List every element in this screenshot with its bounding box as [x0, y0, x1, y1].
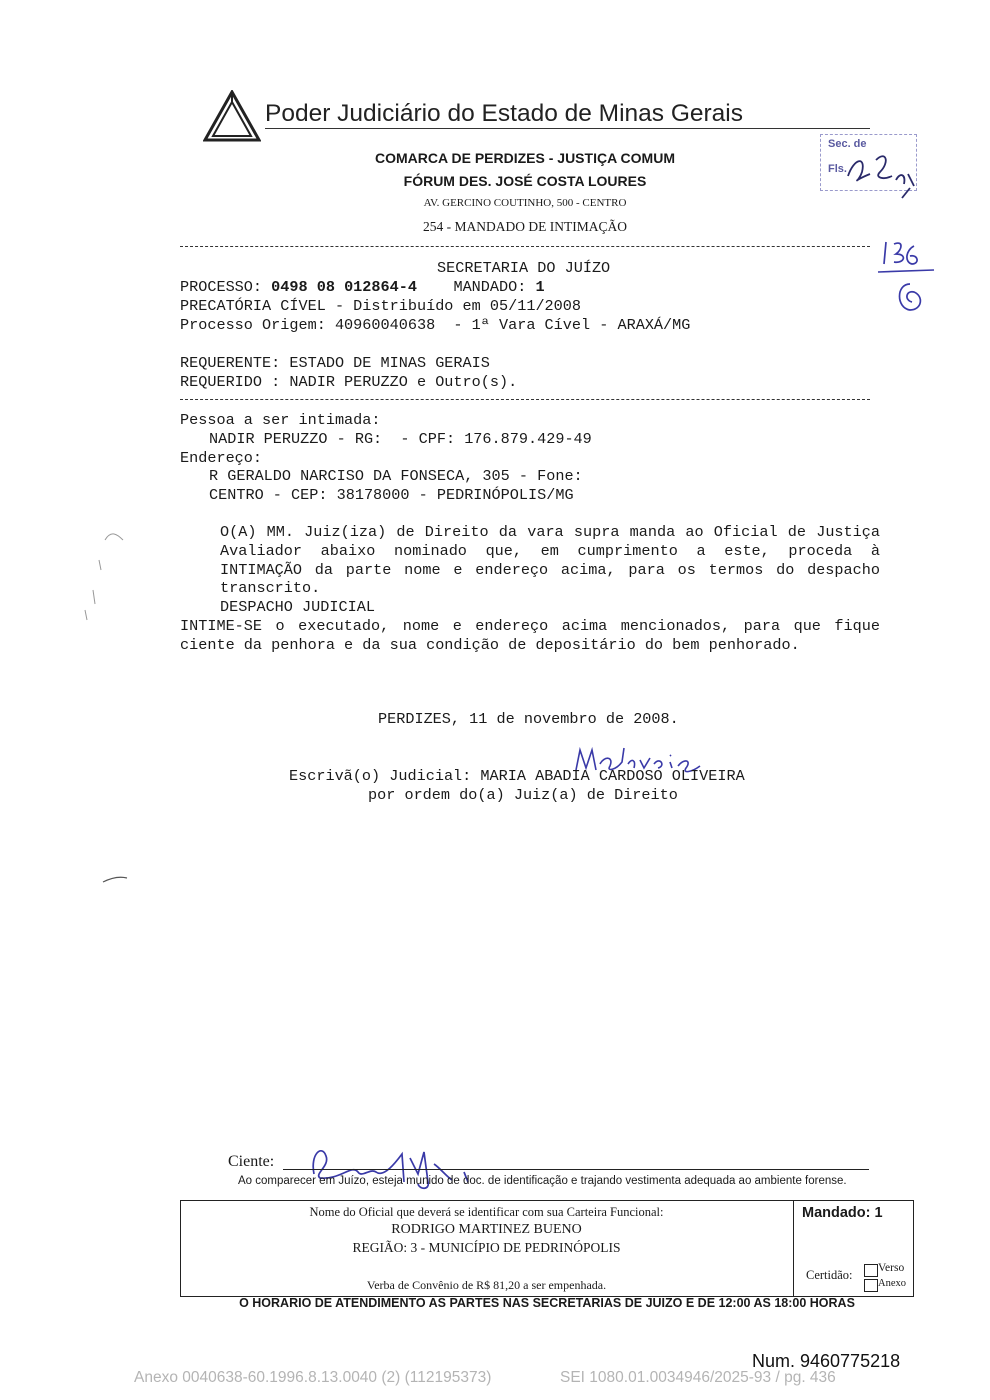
pessoa-label: Pessoa a ser intimada: — [180, 411, 381, 429]
officer-name: RODRIGO MARTINEZ BUENO — [391, 1222, 582, 1237]
endereco-line-1: R GERALDO NARCISO DA FONSECA, 305 - Fone: — [209, 467, 583, 485]
requerente-line: REQUERENTE: ESTADO DE MINAS GERAIS — [180, 354, 490, 372]
ciente-label: Ciente: — [228, 1153, 275, 1170]
secretaria-heading: SECRETARIA DO JUÍZO — [437, 259, 611, 277]
mandado-label: MANDADO: — [453, 278, 527, 296]
despacho-content: INTIME-SE o executado, nome e endereço acima mencionados, para que fique ciente da penhora e da sua condição de depositário do bem penhorado. — [180, 616, 880, 654]
stamp-line-2: Fls. — [828, 163, 847, 175]
mandate-body — [180, 523, 880, 655]
officer-label: Nome do Oficial que deverá se identificar com sua Carteira Funcional: — [309, 1205, 664, 1219]
footer-sei: SEI 1080.01.0034946/2025-93 / pg. 436 — [560, 1369, 836, 1386]
court-title: Poder Judiciário do Estado de Minas Gerais — [265, 100, 744, 127]
pessoa-nome: NADIR PERUZZO - RG: - CPF: 176.879.429-49 — [209, 430, 592, 448]
verba-convenio: Verba de Convênio de R$ 81,20 a ser empenhada. — [366, 1278, 607, 1292]
requerido-line: REQUERIDO : NADIR PERUZZO e Outro(s). — [180, 373, 518, 391]
processo-label: PROCESSO: — [180, 278, 263, 296]
processo-number: 0498 08 012864-4 — [271, 278, 417, 296]
ordem-line: por ordem do(a) Juiz(a) de Direito — [368, 786, 678, 804]
footer-anexo: Anexo 0040638-60.1996.8.13.0040 (2) (112195373) — [134, 1369, 492, 1386]
document-type: 254 - MANDADO DE INTIMAÇÃO — [423, 219, 627, 234]
processo-line — [180, 278, 545, 297]
despacho-label: DESPACHO JUDICIAL — [220, 598, 375, 617]
verso-label: Verso — [878, 1262, 905, 1274]
endereco-line-2: CENTRO - CEP: 38178000 - PEDRINÓPOLIS/MG — [209, 486, 574, 504]
stamp-line-1: Sec. de — [828, 138, 867, 150]
certidao-label: Certidão: — [806, 1268, 853, 1282]
forum-heading: FÓRUM DES. JOSÉ COSTA LOURES — [403, 173, 647, 189]
divider-middle — [180, 399, 870, 400]
title-underline — [265, 128, 870, 129]
endereco-label: Endereço: — [180, 449, 263, 467]
folio-handwriting — [840, 140, 920, 200]
mandado-number: 1 — [535, 278, 545, 296]
anexo-label: Anexo — [878, 1278, 906, 1289]
date-line: PERDIZES, 11 de novembro de 2008. — [378, 710, 679, 728]
ciente-note: Ao comparecer em Juízo, esteja munido de doc. de identificação e trajando vestimenta adequada ao ambiente forense. — [238, 1175, 847, 1187]
margin-marks — [75, 500, 135, 900]
tjmg-logo — [203, 90, 261, 142]
origem-line: Processo Origem: 40960040638 - 1ª Vara Cível - ARAXÁ/MG — [180, 316, 691, 334]
verso-checkbox[interactable] — [864, 1264, 878, 1277]
horario-notice: O HORARIO DE ATENDIMENTO AS PARTES NAS SECRETARIAS DE JUIZO E DE 12:00 AS 18:00 HORAS — [239, 1296, 855, 1310]
despacho-text — [180, 617, 880, 655]
forum-address: AV. GERCINO COUTINHO, 500 - CENTRO — [423, 197, 627, 209]
comarca-heading: COMARCA DE PERDIZES - JUSTIÇA COMUM — [375, 150, 675, 166]
document-number: Num. 9460775218 — [752, 1351, 901, 1371]
mandado-box-label: Mandado: 1 — [802, 1205, 883, 1221]
officer-box-divider — [793, 1200, 794, 1297]
mandate-paragraph: O(A) MM. Juiz(iza) de Direito da vara supra manda ao Oficial de Justiça Avaliador abaixo nominado que, em cumprimento a este, proceda à INTIMAÇÃO da parte nome e endereço acima, para os termos do despacho transcrito. — [220, 523, 880, 598]
divider-top — [180, 246, 870, 247]
precatoria-line: PRECATÓRIA CÍVEL - Distribuído em 05/11/2008 — [180, 297, 582, 315]
ciente-signature-line — [283, 1169, 869, 1170]
escrivao-line: Escrivã(o) Judicial: MARIA ABADIA CARDOSO OLIVEIRA — [289, 767, 745, 785]
margin-annotation — [872, 232, 942, 322]
anexo-checkbox[interactable] — [864, 1279, 878, 1292]
officer-region: REGIÃO: 3 - MUNICÍPIO DE PEDRINÓPOLIS — [352, 1240, 621, 1255]
